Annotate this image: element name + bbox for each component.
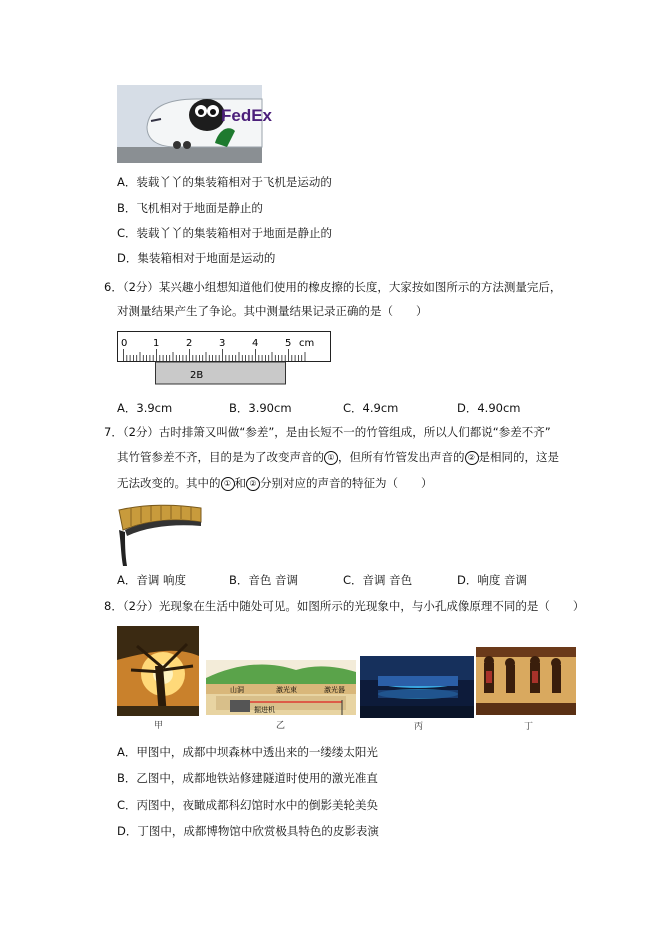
q5-option-c[interactable]: C．装载丫丫的集装箱相对于地面是静止的: [117, 226, 333, 240]
caption-ding: 丁: [524, 722, 534, 732]
q6-option-c[interactable]: C．4.9cm: [343, 401, 399, 415]
q8-stem-line1: 8．（2分）光现象在生活中随处可见。如图所示的光现象中，与小孔成像原理不同的是（ ）: [104, 599, 585, 613]
caption-bing: 丙: [414, 722, 424, 732]
q7-stem-line2: 其竹管参差不齐，目的是为了改变声音的 ① ，但所有竹管发出声音的 ② 是相同的，这是: [117, 450, 559, 464]
q7-option-a[interactable]: A．音调 响度: [117, 573, 187, 587]
q8-option-a[interactable]: A．甲图中，成都中坝森林中透出来的一缕缕太阳光: [117, 745, 378, 759]
q7-option-c[interactable]: C．音调 音色: [343, 573, 413, 587]
q8-option-d[interactable]: D．丁图中，成都博物馆中欣赏极具特色的皮影表演: [117, 824, 379, 838]
fedex-logo: FedEx: [221, 106, 273, 125]
ruler-label-3: 3: [219, 338, 226, 349]
photo-ding-shadow-puppets: [476, 647, 576, 715]
ruler-unit-cm: cm: [299, 338, 315, 349]
q6-option-d[interactable]: D．4.90cm: [457, 401, 521, 415]
ruler-label-4: 4: [252, 338, 259, 349]
q6-option-b[interactable]: B．3.90cm: [229, 401, 292, 415]
q6-option-a[interactable]: A．3.9cm: [117, 401, 173, 415]
photo-bing-reflection: [360, 656, 474, 718]
photo-jia-forest: [117, 626, 199, 716]
ruler-figure: [117, 331, 332, 386]
q8-option-c[interactable]: C．丙图中，夜瞰成都科幻馆时水中的倒影美轮美奂: [117, 798, 379, 812]
q8-option-b[interactable]: B．乙图中，成都地铁站修建隧道时使用的激光准直: [117, 771, 378, 785]
tunnel-label-boring-machine: 掘进机: [254, 706, 275, 714]
q7-stem-line1: 7．（2分）古时排箫又叫做“参差”，是由长短不一的竹管组成，所以人们都说“参差不齐”: [104, 425, 551, 439]
tunnel-label-beam: 激光束: [276, 686, 297, 694]
q5-option-b[interactable]: B．飞机相对于地面是静止的: [117, 201, 263, 215]
photo-yi-tunnel: [206, 660, 356, 715]
q5-option-d[interactable]: D．集装箱相对于地面是运动的: [117, 251, 276, 265]
q6-stem-line2: 对测量结果产生了争论。其中测量结果记录正确的是（ ）: [117, 304, 428, 318]
q6-stem-line1: 6．（2分）某兴趣小组想知道他们使用的橡皮擦的长度，大家按如图所示的方法测量完后，: [104, 280, 562, 294]
caption-yi: 乙: [276, 721, 286, 731]
ruler-label-1: 1: [153, 338, 160, 349]
mark-1-ref: ①: [221, 477, 235, 491]
q5-option-a[interactable]: A．装载丫丫的集装箱相对于飞机是运动的: [117, 175, 332, 189]
eraser: [156, 362, 286, 384]
ruler-label-5: 5: [285, 338, 292, 349]
q7-option-b[interactable]: B．音色 音调: [229, 573, 299, 587]
mark-2-ref: ②: [246, 477, 260, 491]
tunnel-label-cave: 山洞: [230, 686, 244, 694]
eraser-label: 2B: [190, 370, 204, 381]
panpipe-image: [117, 500, 203, 568]
mark-1: ①: [324, 451, 338, 465]
mark-2: ②: [465, 451, 479, 465]
ruler-label-0: 0: [121, 338, 128, 349]
plane-photo: [117, 85, 273, 163]
q7-option-d[interactable]: D．响度 音调: [457, 573, 528, 587]
tunnel-label-laser: 激光器: [324, 686, 345, 694]
ruler-label-2: 2: [186, 338, 193, 349]
q7-stem-line3: 无法改变的。其中的 ① 和 ② 分别对应的声音的特征为（ ）: [117, 476, 433, 490]
caption-jia: 甲: [154, 721, 164, 731]
